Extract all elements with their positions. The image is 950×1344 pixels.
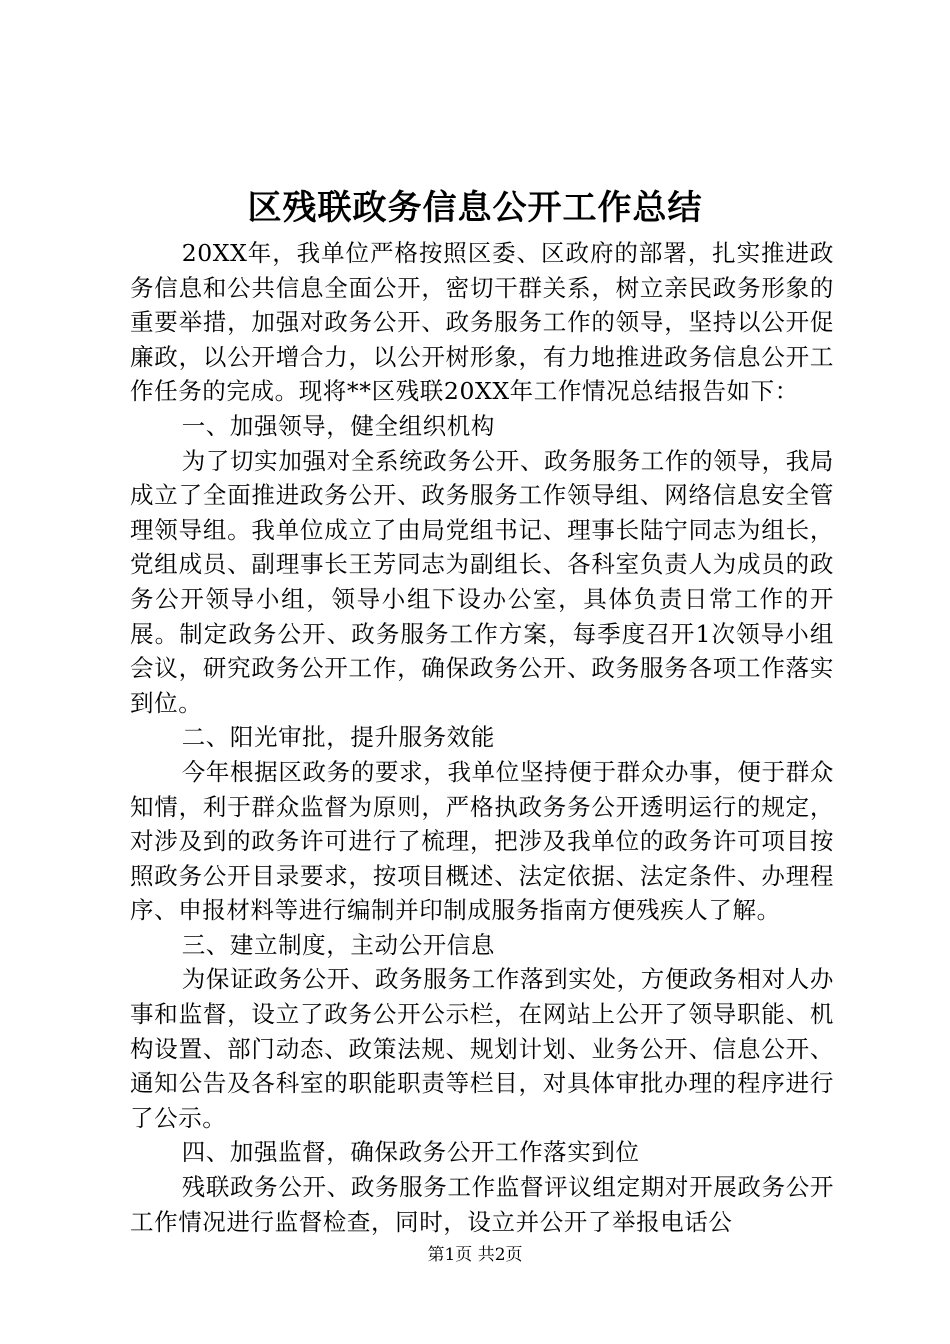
section-heading-4: 四、加强监督，确保政务公开工作落实到位 [181, 1138, 640, 1167]
document-body [130, 236, 834, 1239]
section-heading-1: 一、加强领导，健全组织机构 [181, 411, 495, 440]
paragraph-section-3: 为保证政务公开、政务服务工作落到实处，方便政务相对人办事和监督，设立了政务公开公示栏，在网站上公开了领导职能、机构设置、部门动态、政策法规、规划计划、业务公开、信息公开、通知公告及各科室的职能职责等栏目，对具体审批办理的程序进行了公示。 [130, 965, 834, 1132]
paragraph-section-1: 为了切实加强对全系统政务公开、政务服务工作的领导，我局成立了全面推进政务公开、政务服务工作领导组、网络信息安全管理领导组。我单位成立了由局党组书记、理事长陆宁同志为组长，党组成员、副理事长王芳同志为副组长、各科室负责人为成员的政务公开领导小组，领导小组下设办公室，具体负责日常工作的开展。制定政务公开、政务服务工作方案，每季度召开1次领导小组会议，研究政务公开工作，确保政务公开、政务服务各项工作落实到位。 [130, 446, 834, 717]
document-title: 区残联政务信息公开工作总结 [247, 188, 703, 228]
section-heading-2: 二、阳光审批，提升服务效能 [181, 723, 495, 752]
paragraph-section-4: 残联政务公开、政务服务工作监督评议组定期对开展政务公开工作情况进行监督检查，同时，设立并公开了举报电话公 [130, 1173, 834, 1236]
paragraph-section-2: 今年根据区政务的要求，我单位坚持便于群众办事，便于群众知情，利于群众监督为原则，严格执政务务公开透明运行的规定，对涉及到的政务许可进行了梳理，把涉及我单位的政务许可项目按照政务公开目录要求，按项目概述、法定依据、法定条件、办理程序、申报材料等进行编制并印制成服务指南方便残疾人了解。 [130, 757, 834, 925]
paragraph-intro: 20XX年，我单位严格按照区委、区政府的部署，扎实推进政务信息和公共信息全面公开，密切干群关系，树立亲民政务形象的重要举措，加强对政务公开、政务服务工作的领导，坚持以公开促廉政，以公开增合力，以公开树形象，有力地推进政务信息公开工作任务的完成。现将**区残联20XX年工作情况总结报告如下： [130, 239, 834, 406]
section-heading-3: 三、建立制度，主动公开信息 [181, 930, 495, 959]
page-footer: 第1页 共2页 [427, 1245, 523, 1265]
